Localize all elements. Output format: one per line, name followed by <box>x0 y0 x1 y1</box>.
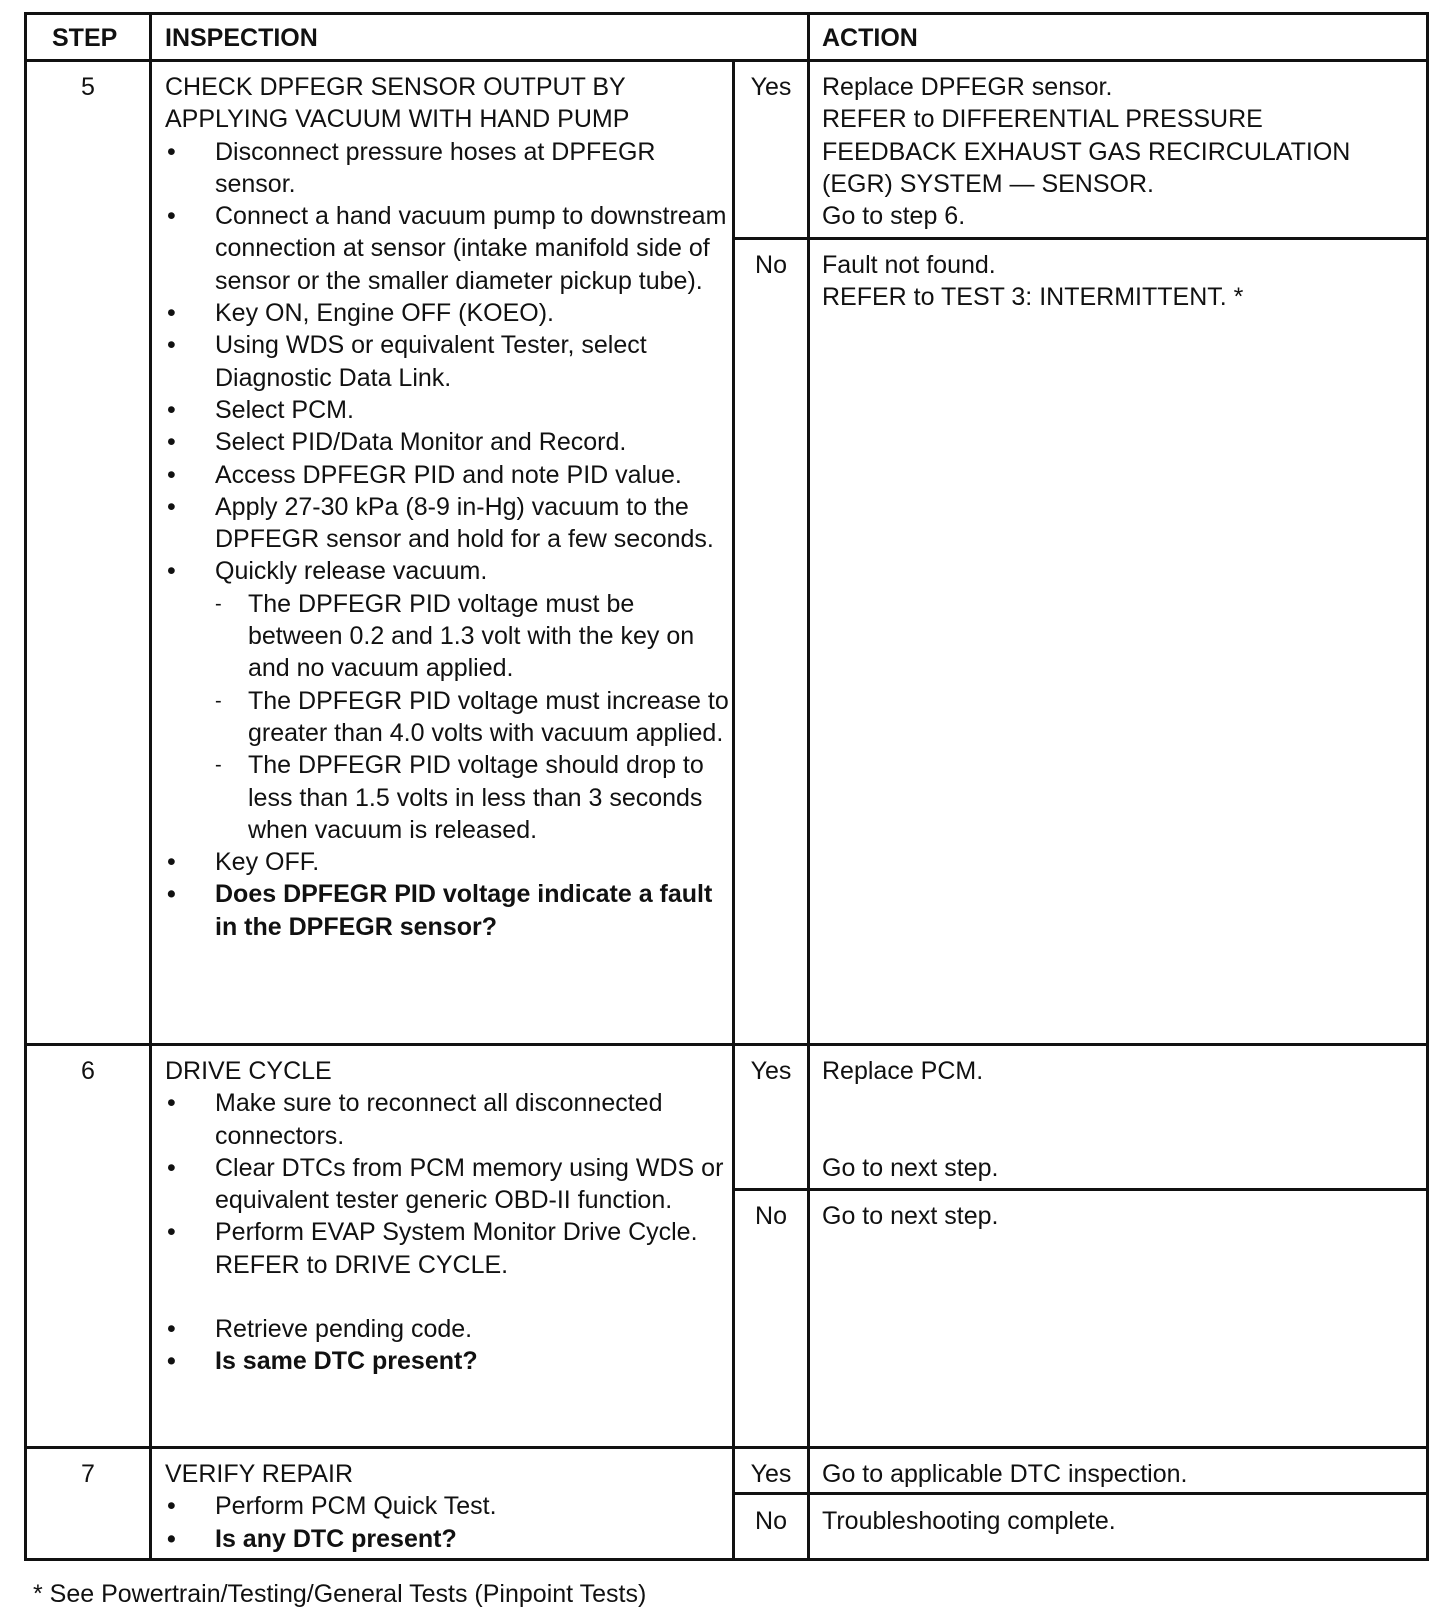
step7-bullet-list <box>165 1490 730 1555</box>
step7-yesno-rule <box>732 1492 1429 1495</box>
step5-bullet-key-off: • Key OFF. <box>165 846 730 878</box>
step5-sub-item-1: - The DPFEGR PID voltage must be between 0.2 and 1.3 volt with the key on and no vacuum applied. <box>215 588 730 685</box>
step5-yes-action-line4: (EGR) SYSTEM — SENSOR. <box>822 169 1154 198</box>
step5-no-action-line1: Fault not found. <box>822 251 996 279</box>
step5-bullet-9-text: Quickly release vacuum. <box>215 557 488 586</box>
step7-title: VERIFY REPAIR <box>165 1460 354 1488</box>
step5-yes-action <box>822 71 1422 232</box>
step7-inspection <box>165 1458 730 1555</box>
step6-inspection <box>165 1055 730 1378</box>
step7-no-label: No <box>755 1507 787 1535</box>
footnote: * See Powertrain/Testing/General Tests (Pinpoint Tests) <box>33 1580 647 1608</box>
step5-number: 5 <box>81 73 95 101</box>
step6-bullet-3-text: • Perform EVAP System Monitor Drive Cycle. <box>215 1218 698 1247</box>
step5-yes-action-line5: Go to step 6. <box>822 202 966 231</box>
step6-question: • Is same DTC present? <box>165 1345 730 1377</box>
action-column-rule <box>807 12 810 1561</box>
step7-number: 7 <box>81 1460 95 1488</box>
step6-refer: REFER to DRIVE CYCLE. <box>215 1250 509 1279</box>
step5-sub-item-2: - The DPFEGR PID voltage must increase to greater than 4.0 volts with vacuum applied. <box>215 685 730 750</box>
step5-yesno-rule <box>732 237 1429 240</box>
step-column-rule <box>149 12 152 1561</box>
step5-bullet-7: • Access DPFEGR PID and note PID value. <box>165 459 730 491</box>
step6-title: DRIVE CYCLE <box>165 1057 332 1085</box>
step6-no-action: Go to next step. <box>822 1202 999 1230</box>
step5-yes-action-line2: REFER to DIFFERENTIAL PRESSURE <box>822 105 1263 134</box>
step6-no-label: No <box>755 1202 787 1230</box>
step6-bullet-list <box>165 1087 730 1377</box>
step5-bullet-6: • Select PID/Data Monitor and Record. <box>165 426 730 458</box>
step5-sub-list <box>215 588 730 846</box>
step5-yes-label: Yes <box>750 73 792 101</box>
step6-bullet-3 <box>165 1216 730 1281</box>
step6-bottom-rule <box>24 1446 1429 1449</box>
step7-no-action: Troubleshooting complete. <box>822 1507 1116 1535</box>
header-action: ACTION <box>822 24 918 52</box>
step7-bullet-1: • Perform PCM Quick Test. <box>165 1490 730 1522</box>
step5-title-line1: CHECK DPFEGR SENSOR OUTPUT BY <box>165 73 626 101</box>
step5-no-action <box>822 249 1422 314</box>
step5-question: • Does DPFEGR PID voltage indicate a fault in the DPFEGR sensor? <box>165 878 730 943</box>
step5-inspection <box>165 71 730 943</box>
step5-no-action-line2: REFER to TEST 3: INTERMITTENT. * <box>822 283 1244 312</box>
step5-bullet-3: • Key ON, Engine OFF (KOEO). <box>165 297 730 329</box>
header-step: STEP <box>52 24 118 52</box>
step6-yesno-rule <box>732 1188 1429 1191</box>
step5-sub-item-3: - The DPFEGR PID voltage should drop to less than 1.5 volts in less than 3 seconds when vacuum is released. <box>215 749 730 846</box>
yesno-column-rule <box>732 59 735 1561</box>
step5-bullet-5: • Select PCM. <box>165 394 730 426</box>
step6-bullet-2: • Clear DTCs from PCM memory using WDS or equivalent tester generic OBD-II function. <box>165 1152 730 1217</box>
step6-yes-action-2: Go to next step. <box>822 1154 999 1182</box>
step6-bullet-retrieve: • Retrieve pending code. <box>165 1313 730 1345</box>
step6-number: 6 <box>81 1057 95 1085</box>
step6-yes-action-1: Replace PCM. <box>822 1057 984 1085</box>
step5-bullet-list <box>165 136 730 943</box>
step5-bottom-rule <box>24 1043 1429 1046</box>
step5-title-line2: APPLYING VACUUM WITH HAND PUMP <box>165 105 630 134</box>
step7-yes-action: Go to applicable DTC inspection. <box>822 1460 1188 1488</box>
step5-yes-action-line1: Replace DPFEGR sensor. <box>822 73 1113 101</box>
step5-bullet-1: • Disconnect pressure hoses at DPFEGR sensor. <box>165 136 730 201</box>
step5-bullet-8: • Apply 27-30 kPa (8-9 in-Hg) vacuum to the DPFEGR sensor and hold for a few seconds. <box>165 491 730 556</box>
step5-bullet-4: • Using WDS or equivalent Tester, select Diagnostic Data Link. <box>165 329 730 394</box>
step6-bullet-1: • Make sure to reconnect all disconnected connectors. <box>165 1087 730 1152</box>
step5-no-label: No <box>755 251 787 279</box>
step5-bullet-2: • Connect a hand vacuum pump to downstream connection at sensor (intake manifold side of sensor or the smaller diameter pickup tube). <box>165 200 730 297</box>
header-inspection: INSPECTION <box>165 24 318 52</box>
step7-question: • Is any DTC present? <box>165 1523 730 1555</box>
step7-yes-label: Yes <box>750 1460 792 1488</box>
step6-yes-label: Yes <box>750 1057 792 1085</box>
step5-yes-action-line3: FEEDBACK EXHAUST GAS RECIRCULATION <box>822 137 1351 166</box>
step5-bullet-9 <box>165 555 730 846</box>
header-rule <box>24 59 1429 62</box>
